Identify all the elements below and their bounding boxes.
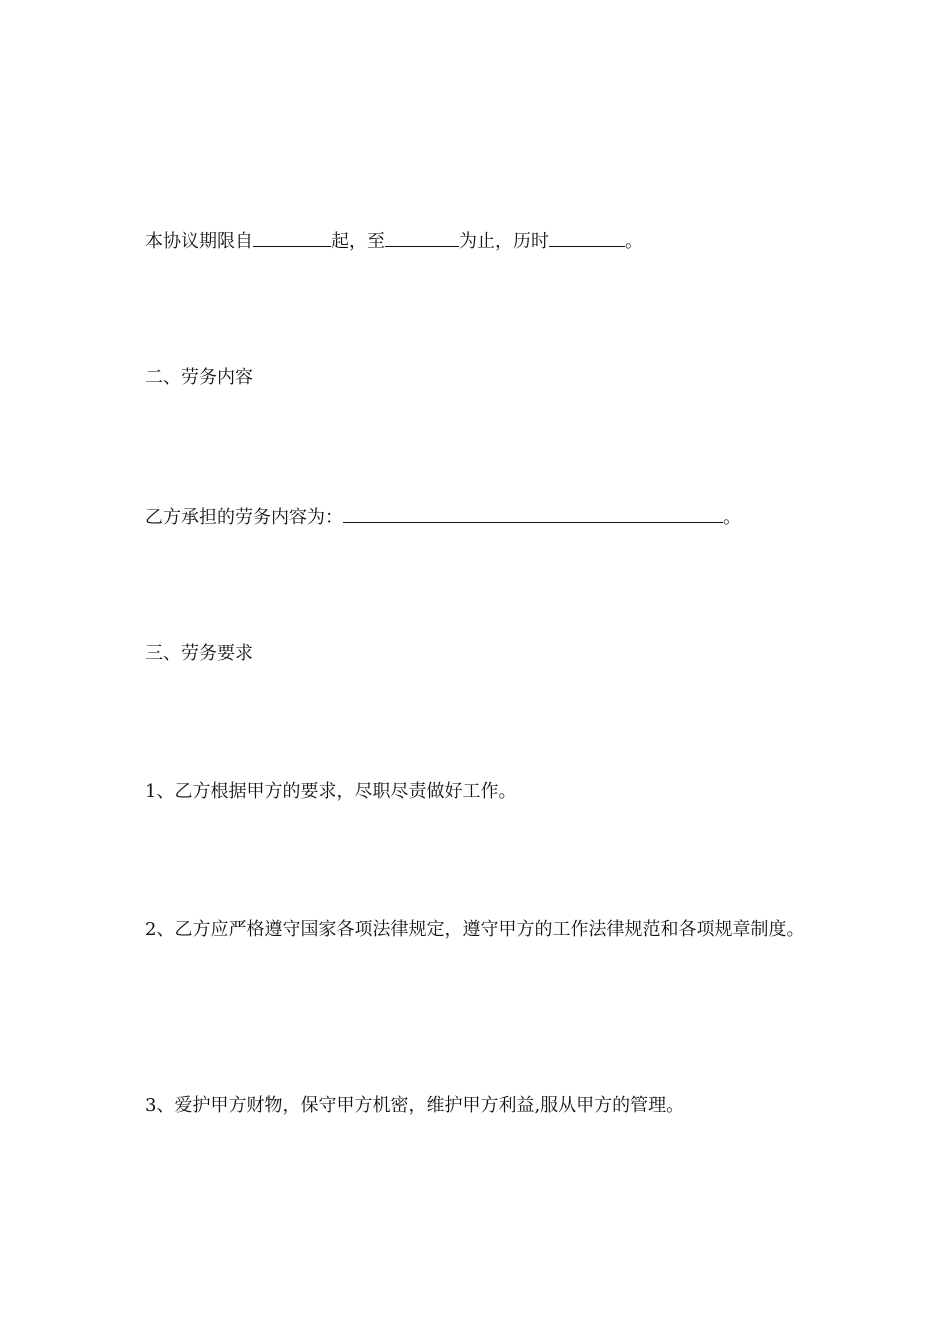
term-paragraph — [145, 224, 643, 260]
service-content-blank[interactable] — [343, 504, 723, 523]
requirement-item-3: 3、爱护甲方财物，保守甲方机密，维护甲方利益,服从甲方的管理。 — [145, 1095, 685, 1116]
requirement-item-2: 2、乙方应严格遵守国家各项法律规定，遵守甲方的工作法律规范和各项规章制度。 — [145, 919, 805, 940]
term-mid1: 起，至 — [331, 231, 385, 252]
service-content-end: 。 — [723, 507, 741, 528]
start-date-blank[interactable] — [253, 228, 331, 247]
service-content-paragraph — [145, 500, 741, 536]
term-end: 。 — [625, 231, 643, 252]
section2-heading: 二、劳务内容 — [145, 367, 253, 388]
term-mid2: 为止，历时 — [459, 231, 549, 252]
end-date-blank[interactable] — [385, 228, 459, 247]
duration-blank[interactable] — [549, 228, 625, 247]
requirement-item-1: 1、乙方根据甲方的要求，尽职尽责做好工作。 — [145, 781, 517, 802]
service-content-prefix: 乙方承担的劳务内容为： — [145, 507, 343, 528]
section3-heading: 三、劳务要求 — [145, 643, 253, 664]
term-prefix: 本协议期限自 — [145, 231, 253, 252]
